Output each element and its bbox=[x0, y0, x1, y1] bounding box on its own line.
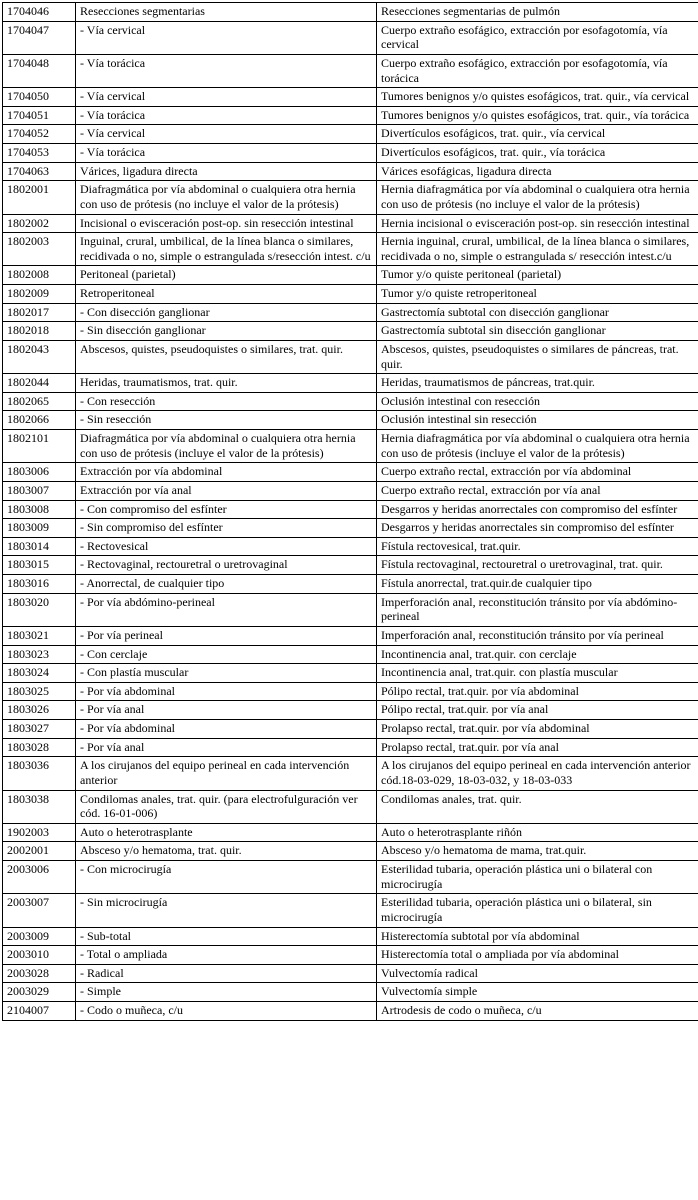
short-description-cell: Absceso y/o hematoma, trat. quir. bbox=[76, 842, 377, 861]
short-description-cell: Peritoneal (parietal) bbox=[76, 266, 377, 285]
code-cell: 1803023 bbox=[3, 645, 76, 664]
table-row bbox=[3, 88, 698, 107]
table-row bbox=[3, 106, 698, 125]
long-description-cell: Vulvectomía radical bbox=[377, 964, 698, 983]
short-description-cell: Retroperitoneal bbox=[76, 285, 377, 304]
short-description-cell: - Simple bbox=[76, 983, 377, 1002]
table-row bbox=[3, 285, 698, 304]
long-description-cell: Cuerpo extraño rectal, extracción por vía anal bbox=[377, 481, 698, 500]
code-cell: 1803026 bbox=[3, 701, 76, 720]
table-row bbox=[3, 519, 698, 538]
long-description-cell: Prolapso rectal, trat.quir. por vía anal bbox=[377, 738, 698, 757]
table-row bbox=[3, 21, 698, 54]
table-row bbox=[3, 861, 698, 894]
code-cell: 1802001 bbox=[3, 181, 76, 214]
table-row bbox=[3, 303, 698, 322]
table-row bbox=[3, 3, 698, 22]
code-cell: 1704053 bbox=[3, 144, 76, 163]
short-description-cell: Diafragmática por vía abdominal o cualquiera otra hernia con uso de prótesis (no incluye el valor de la prótesis) bbox=[76, 181, 377, 214]
short-description-cell: - Codo o muñeca, c/u bbox=[76, 1002, 377, 1021]
long-description-cell: Cuerpo extraño rectal, extracción por vía abdominal bbox=[377, 463, 698, 482]
table-row bbox=[3, 481, 698, 500]
long-description-cell: Tumor y/o quiste peritoneal (parietal) bbox=[377, 266, 698, 285]
code-cell: 1803007 bbox=[3, 481, 76, 500]
long-description-cell: Tumores benignos y/o quistes esofágicos, trat. quir., vía cervical bbox=[377, 88, 698, 107]
table-row bbox=[3, 946, 698, 965]
table-row bbox=[3, 144, 698, 163]
short-description-cell: Condilomas anales, trat. quir. (para electrofulguración ver cód. 16-01-006) bbox=[76, 790, 377, 823]
long-description-cell: Esterilidad tubaria, operación plástica uni o bilateral, sin microcirugía bbox=[377, 894, 698, 927]
short-description-cell: - Por vía perineal bbox=[76, 626, 377, 645]
long-description-cell: Histerectomía subtotal por vía abdominal bbox=[377, 927, 698, 946]
long-description-cell: Auto o heterotrasplante riñón bbox=[377, 823, 698, 842]
table-row bbox=[3, 233, 698, 266]
code-cell: 1803016 bbox=[3, 575, 76, 594]
long-description-cell: Pólipo rectal, trat.quir. por vía abdominal bbox=[377, 682, 698, 701]
code-cell: 1803036 bbox=[3, 757, 76, 790]
long-description-cell: Pólipo rectal, trat.quir. por vía anal bbox=[377, 701, 698, 720]
code-cell: 1704047 bbox=[3, 21, 76, 54]
short-description-cell: - Por vía abdómino-perineal bbox=[76, 593, 377, 626]
table-row bbox=[3, 964, 698, 983]
long-description-cell: Cuerpo extraño esofágico, extracción por esofagotomía, vía cervical bbox=[377, 21, 698, 54]
code-cell: 1803038 bbox=[3, 790, 76, 823]
code-cell: 1802018 bbox=[3, 322, 76, 341]
code-cell: 1803025 bbox=[3, 682, 76, 701]
long-description-cell: Desgarros y heridas anorrectales sin compromiso del esfínter bbox=[377, 519, 698, 538]
code-cell: 1902003 bbox=[3, 823, 76, 842]
table-row bbox=[3, 1002, 698, 1021]
code-cell: 2003010 bbox=[3, 946, 76, 965]
short-description-cell: - Rectovaginal, rectouretral o uretrovaginal bbox=[76, 556, 377, 575]
table-row bbox=[3, 181, 698, 214]
table-row bbox=[3, 266, 698, 285]
table-row bbox=[3, 392, 698, 411]
table-row bbox=[3, 340, 698, 373]
code-cell: 1704046 bbox=[3, 3, 76, 22]
code-cell: 1802043 bbox=[3, 340, 76, 373]
table-row bbox=[3, 374, 698, 393]
table-row bbox=[3, 556, 698, 575]
code-cell: 1803014 bbox=[3, 537, 76, 556]
code-cell: 2003029 bbox=[3, 983, 76, 1002]
code-cell: 1802008 bbox=[3, 266, 76, 285]
long-description-cell: Imperforación anal, reconstitución tránsito por vía perineal bbox=[377, 626, 698, 645]
procedures-table-body bbox=[3, 3, 698, 1021]
table-row bbox=[3, 430, 698, 463]
short-description-cell: - Sub-total bbox=[76, 927, 377, 946]
code-cell: 2104007 bbox=[3, 1002, 76, 1021]
long-description-cell: Absceso y/o hematoma de mama, trat.quir. bbox=[377, 842, 698, 861]
long-description-cell: Tumores benignos y/o quistes esofágicos, trat. quir., vía torácica bbox=[377, 106, 698, 125]
table-row bbox=[3, 927, 698, 946]
table-row bbox=[3, 537, 698, 556]
code-cell: 1802003 bbox=[3, 233, 76, 266]
short-description-cell: Resecciones segmentarias bbox=[76, 3, 377, 22]
code-cell: 1704063 bbox=[3, 162, 76, 181]
table-row bbox=[3, 54, 698, 87]
table-row bbox=[3, 463, 698, 482]
short-description-cell: Abscesos, quistes, pseudoquistes o similares, trat. quir. bbox=[76, 340, 377, 373]
short-description-cell: Auto o heterotrasplante bbox=[76, 823, 377, 842]
code-cell: 1803006 bbox=[3, 463, 76, 482]
code-cell: 1803024 bbox=[3, 664, 76, 683]
long-description-cell: Incontinencia anal, trat.quir. con cerclaje bbox=[377, 645, 698, 664]
short-description-cell: - Por vía anal bbox=[76, 738, 377, 757]
code-cell: 1704050 bbox=[3, 88, 76, 107]
long-description-cell: A los cirujanos del equipo perineal en cada intervención anterior cód.18-03-029, 18-03-032, y 18-03-033 bbox=[377, 757, 698, 790]
short-description-cell: Incisional o evisceración post-op. sin resección intestinal bbox=[76, 214, 377, 233]
code-cell: 1802044 bbox=[3, 374, 76, 393]
code-cell: 2003009 bbox=[3, 927, 76, 946]
short-description-cell: - Sin microcirugía bbox=[76, 894, 377, 927]
long-description-cell: Desgarros y heridas anorrectales con compromiso del esfínter bbox=[377, 500, 698, 519]
table-row bbox=[3, 842, 698, 861]
table-row bbox=[3, 664, 698, 683]
table-row bbox=[3, 738, 698, 757]
short-description-cell: - Total o ampliada bbox=[76, 946, 377, 965]
table-row bbox=[3, 214, 698, 233]
table-row bbox=[3, 720, 698, 739]
code-cell: 1802101 bbox=[3, 430, 76, 463]
short-description-cell: Diafragmática por vía abdominal o cualquiera otra hernia con uso de prótesis (incluye el valor de la prótesis) bbox=[76, 430, 377, 463]
long-description-cell: Resecciones segmentarias de pulmón bbox=[377, 3, 698, 22]
short-description-cell: - Radical bbox=[76, 964, 377, 983]
code-cell: 1802066 bbox=[3, 411, 76, 430]
long-description-cell: Hernia inguinal, crural, umbilical, de la línea blanca o similares, recidivada o no, simple o estrangulada s/ resección intest.c/u bbox=[377, 233, 698, 266]
long-description-cell: Abscesos, quistes, pseudoquistes o similares de páncreas, trat. quir. bbox=[377, 340, 698, 373]
code-cell: 2002001 bbox=[3, 842, 76, 861]
long-description-cell: Heridas, traumatismos de páncreas, trat.quir. bbox=[377, 374, 698, 393]
table-row bbox=[3, 322, 698, 341]
long-description-cell: Gastrectomía subtotal con disección ganglionar bbox=[377, 303, 698, 322]
procedures-table bbox=[2, 2, 698, 1021]
short-description-cell: - Vía torácica bbox=[76, 144, 377, 163]
short-description-cell: - Vía cervical bbox=[76, 21, 377, 54]
short-description-cell: - Sin resección bbox=[76, 411, 377, 430]
long-description-cell: Oclusión intestinal sin resección bbox=[377, 411, 698, 430]
long-description-cell: Artrodesis de codo o muñeca, c/u bbox=[377, 1002, 698, 1021]
short-description-cell: - Vía torácica bbox=[76, 54, 377, 87]
short-description-cell: - Con resección bbox=[76, 392, 377, 411]
code-cell: 1803020 bbox=[3, 593, 76, 626]
short-description-cell: - Vía cervical bbox=[76, 125, 377, 144]
long-description-cell: Várices esofágicas, ligadura directa bbox=[377, 162, 698, 181]
long-description-cell: Fístula rectovaginal, rectouretral o uretrovaginal, trat. quir. bbox=[377, 556, 698, 575]
short-description-cell: - Sin compromiso del esfínter bbox=[76, 519, 377, 538]
code-cell: 1803028 bbox=[3, 738, 76, 757]
short-description-cell: Várices, ligadura directa bbox=[76, 162, 377, 181]
table-row bbox=[3, 575, 698, 594]
long-description-cell: Gastrectomía subtotal sin disección ganglionar bbox=[377, 322, 698, 341]
long-description-cell: Hernia diafragmática por vía abdominal o cualquiera otra hernia con uso de prótesis (incluye el valor de la prótesis) bbox=[377, 430, 698, 463]
table-row bbox=[3, 411, 698, 430]
long-description-cell: Fístula anorrectal, trat.quir.de cualquier tipo bbox=[377, 575, 698, 594]
code-cell: 1803027 bbox=[3, 720, 76, 739]
table-row bbox=[3, 645, 698, 664]
code-cell: 1802002 bbox=[3, 214, 76, 233]
code-cell: 1803021 bbox=[3, 626, 76, 645]
code-cell: 2003006 bbox=[3, 861, 76, 894]
table-row bbox=[3, 983, 698, 1002]
short-description-cell: Extracción por vía abdominal bbox=[76, 463, 377, 482]
long-description-cell: Imperforación anal, reconstitución tránsito por vía abdómino-perineal bbox=[377, 593, 698, 626]
short-description-cell: - Rectovesical bbox=[76, 537, 377, 556]
long-description-cell: Esterilidad tubaria, operación plástica uni o bilateral con microcirugía bbox=[377, 861, 698, 894]
short-description-cell: - Por vía abdominal bbox=[76, 720, 377, 739]
table-row bbox=[3, 682, 698, 701]
short-description-cell: - Con microcirugía bbox=[76, 861, 377, 894]
code-cell: 1802017 bbox=[3, 303, 76, 322]
code-cell: 2003007 bbox=[3, 894, 76, 927]
long-description-cell: Histerectomía total o ampliada por vía abdominal bbox=[377, 946, 698, 965]
table-row bbox=[3, 757, 698, 790]
code-cell: 1802009 bbox=[3, 285, 76, 304]
long-description-cell: Divertículos esofágicos, trat. quir., vía cervical bbox=[377, 125, 698, 144]
long-description-cell: Oclusión intestinal con resección bbox=[377, 392, 698, 411]
code-cell: 1803008 bbox=[3, 500, 76, 519]
short-description-cell: - Con cerclaje bbox=[76, 645, 377, 664]
short-description-cell: Heridas, traumatismos, trat. quir. bbox=[76, 374, 377, 393]
long-description-cell: Hernia incisional o evisceración post-op. sin resección intestinal bbox=[377, 214, 698, 233]
long-description-cell: Condilomas anales, trat. quir. bbox=[377, 790, 698, 823]
table-row bbox=[3, 125, 698, 144]
table-row bbox=[3, 894, 698, 927]
short-description-cell: - Con plastía muscular bbox=[76, 664, 377, 683]
short-description-cell: Inguinal, crural, umbilical, de la línea blanca o similares, recidivada o no, simple o estrangulada s/resección intest. c/u bbox=[76, 233, 377, 266]
short-description-cell: - Vía torácica bbox=[76, 106, 377, 125]
long-description-cell: Vulvectomía simple bbox=[377, 983, 698, 1002]
short-description-cell: - Sin disección ganglionar bbox=[76, 322, 377, 341]
short-description-cell: A los cirujanos del equipo perineal en cada intervención anterior bbox=[76, 757, 377, 790]
short-description-cell: - Con compromiso del esfínter bbox=[76, 500, 377, 519]
short-description-cell: - Por vía anal bbox=[76, 701, 377, 720]
short-description-cell: - Vía cervical bbox=[76, 88, 377, 107]
code-cell: 1803009 bbox=[3, 519, 76, 538]
long-description-cell: Incontinencia anal, trat.quir. con plastía muscular bbox=[377, 664, 698, 683]
table-row bbox=[3, 626, 698, 645]
table-row bbox=[3, 823, 698, 842]
code-cell: 1802065 bbox=[3, 392, 76, 411]
table-row bbox=[3, 593, 698, 626]
short-description-cell: - Con disección ganglionar bbox=[76, 303, 377, 322]
long-description-cell: Tumor y/o quiste retroperitoneal bbox=[377, 285, 698, 304]
code-cell: 1704051 bbox=[3, 106, 76, 125]
long-description-cell: Divertículos esofágicos, trat. quir., vía torácica bbox=[377, 144, 698, 163]
long-description-cell: Hernia diafragmática por vía abdominal o cualquiera otra hernia con uso de prótesis (no incluye el valor de la prótesis) bbox=[377, 181, 698, 214]
short-description-cell: - Por vía abdominal bbox=[76, 682, 377, 701]
code-cell: 1704048 bbox=[3, 54, 76, 87]
table-row bbox=[3, 500, 698, 519]
table-row bbox=[3, 701, 698, 720]
table-row bbox=[3, 162, 698, 181]
short-description-cell: - Anorrectal, de cualquier tipo bbox=[76, 575, 377, 594]
long-description-cell: Prolapso rectal, trat.quir. por vía abdominal bbox=[377, 720, 698, 739]
code-cell: 1803015 bbox=[3, 556, 76, 575]
long-description-cell: Fístula rectovesical, trat.quir. bbox=[377, 537, 698, 556]
short-description-cell: Extracción por vía anal bbox=[76, 481, 377, 500]
code-cell: 2003028 bbox=[3, 964, 76, 983]
long-description-cell: Cuerpo extraño esofágico, extracción por esofagotomía, vía torácica bbox=[377, 54, 698, 87]
code-cell: 1704052 bbox=[3, 125, 76, 144]
table-row bbox=[3, 790, 698, 823]
